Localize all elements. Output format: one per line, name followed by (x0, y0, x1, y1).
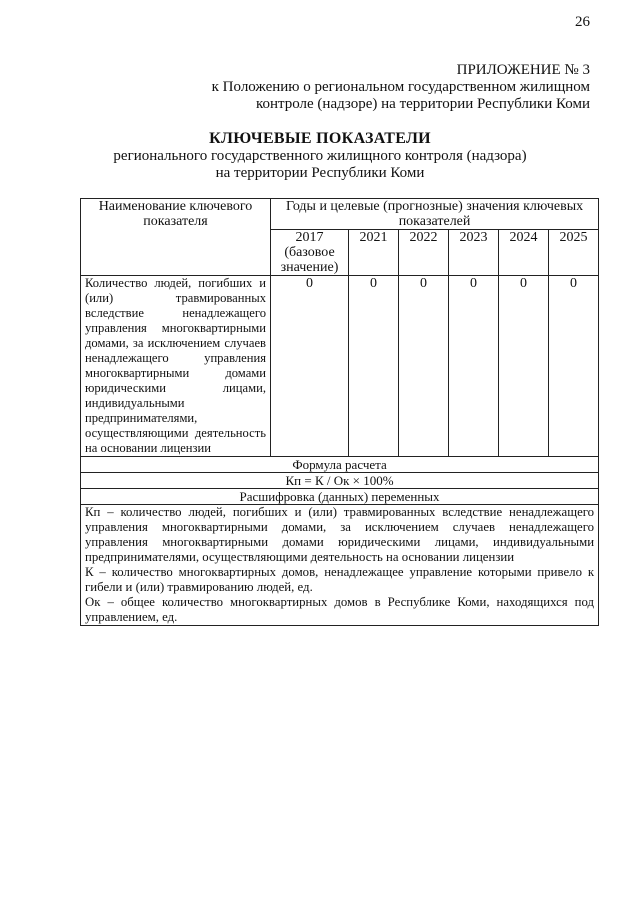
appendix-header (212, 62, 590, 113)
year-header-2: 2022 (399, 230, 449, 276)
kpi-table (80, 198, 599, 626)
formula-label: Формула расчета (81, 457, 599, 473)
year-header-0: 2017 (базовое значение) (271, 230, 349, 276)
definition-kp: Кп – количество людей, погибших и (или) травмированных вследствие ненадлежащего управления многоквартирными домами, за исключением случаев ненадлежащего управления многоквартирными домами юридическими лицами, индивидуальными предпринимателями, осуществляющими деятельность на основании лицензии (85, 505, 595, 564)
target-value-0: 0 (271, 276, 349, 457)
target-value-4: 0 (499, 276, 549, 457)
document-subtitle-line-2: на территории Республики Коми (215, 165, 425, 181)
definition-k: К – количество многоквартирных домов, ненадлежащее управление которыми привело к гибели и (или) травмированию людей, ед. (85, 565, 595, 594)
year-header-4: 2024 (499, 230, 549, 276)
appendix-line-1: ПРИЛОЖЕНИЕ № 3 (456, 62, 590, 78)
appendix-line-2: к Положению о региональном государственном жилищном (211, 79, 590, 95)
document-subtitle-line-1: регионального государственного жилищного контроля (надзора) (113, 148, 527, 164)
appendix-line-3: контроле (надзоре) на территории Республики Коми (255, 96, 590, 112)
target-value-5: 0 (549, 276, 599, 457)
document-title: КЛЮЧЕВЫЕ ПОКАЗАТЕЛИ (209, 130, 431, 147)
target-value-1: 0 (349, 276, 399, 457)
year-header-5: 2025 (549, 230, 599, 276)
header-row (81, 199, 599, 230)
target-value-3: 0 (449, 276, 499, 457)
variables-label: Расшифровка (данных) переменных (81, 489, 599, 505)
target-value-2: 0 (399, 276, 449, 457)
indicator-name-header: Наименование ключевого показателя (81, 199, 271, 276)
formula: Кп = К / Ок × 100% (81, 473, 599, 489)
formula-row (81, 473, 599, 489)
variable-definitions (81, 505, 599, 626)
indicator-description: Количество людей, погибших и (или) травмированных вследствие ненадлежащего управления многоквартирными домами, за исключением случаев ненадлежащего управления многоквартирными домами юридическими лицами, индивидуальными предпринимателями, осуществляющими деятельность на основании лицензии (81, 276, 271, 457)
year-header-3: 2023 (449, 230, 499, 276)
formula-label-row (81, 457, 599, 473)
year-header-1: 2021 (349, 230, 399, 276)
title-block (0, 130, 640, 182)
years-header: Годы и целевые (прогнозные) значения ключевых показателей (271, 199, 599, 230)
definition-ok: Ок – общее количество многоквартирных домов в Республике Коми, находящихся под управлением, ед. (85, 595, 595, 624)
definitions-row (81, 505, 599, 626)
variables-label-row (81, 489, 599, 505)
indicator-row (81, 276, 599, 457)
page-number: 26 (575, 14, 590, 30)
